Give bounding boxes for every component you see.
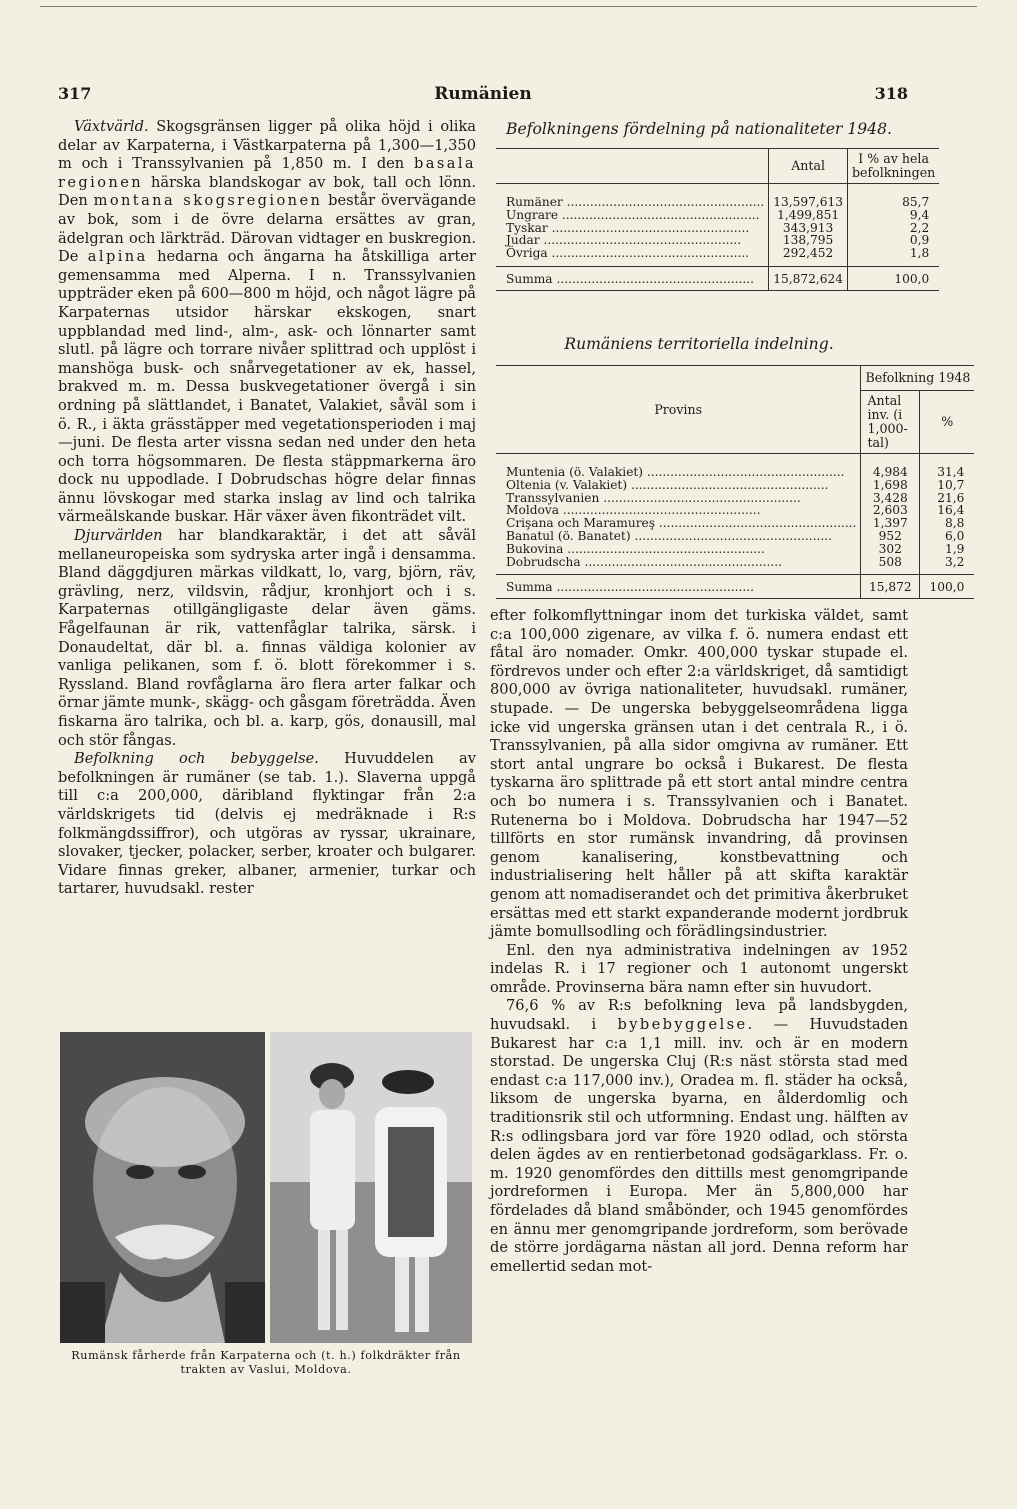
left-column [58, 118, 476, 899]
photo-shepherd-portrait [60, 1032, 265, 1343]
table-row: Judar ..... 138,795 0,9 [496, 234, 939, 247]
section-heading: Befolkning och bebyggelse. [74, 750, 319, 768]
page-header [58, 84, 908, 114]
col-header-provins: Provins [496, 366, 861, 454]
table-row: Ungrare ..... 1,499,851 9,4 [496, 209, 939, 222]
spaced-term: basala regionen [58, 155, 476, 191]
col-header-antal: Antal [769, 149, 848, 184]
table-row: Banatul (ö. Banatet) ..... 952 6,0 [496, 530, 974, 543]
right-column [490, 607, 908, 1276]
col-header-pct: % [920, 391, 975, 454]
spaced-term: bybebyggelse [617, 1016, 748, 1034]
photo-caption: Rumänsk fårherde från Karpaterna och (t. h.) folkdräkter från trakten av Vaslui, Moldova. [71, 1349, 461, 1376]
photo-folk-costumes [270, 1032, 472, 1343]
photo-group [60, 1032, 472, 1343]
section-heading: Djurvärlden [74, 527, 163, 545]
nationality-table [496, 148, 939, 291]
table-row: Rumäner ..... 13,597,613 85,7 [496, 196, 939, 209]
paragraph-befolkning: Befolkning och bebyggelse. Huvuddelen av befolkningen är rumäner (se tab. 1.). Slaverna uppgå till c:a 200,000, däribland flyktingar från 2:a världskrigets tid (delvis ej medräknade i R:s folkmängdssiffror), och utgöras av ryssar, ukrainare, slovaker, tjecker, polacker, serber, kroater och bulgarer. Vidare finnas greker, albaner, armenier, turkar och tartarer, huvudsakl. rester [58, 750, 476, 898]
table-row: Moldova ..... 2,603 16,4 [496, 504, 974, 517]
section-heading: Växtvärld. [74, 118, 149, 135]
col-header-antal-inv: Antal inv. (i 1,000-tal) [861, 391, 920, 454]
col-header-befolkning: Befolkning 1948 [861, 366, 974, 391]
table-row: Dobrudscha ..... 508 3,2 [496, 556, 974, 575]
table-row: Oltenia (v. Valakiet) ..... 1,698 10,7 [496, 479, 974, 492]
page-top-rule [40, 6, 977, 7]
spaced-term: alpina [87, 248, 148, 266]
running-title: Rumänien [434, 84, 532, 104]
shepherd-photo-drawing [60, 1032, 265, 1343]
provinces-table [496, 365, 974, 599]
table-row: Tyskar ..... 343,913 2,2 [496, 222, 939, 235]
table-row: Övriga ..... 292,452 1,8 [496, 247, 939, 266]
paragraph-indelning: Enl. den nya administrativa indelningen av 1952 indelas R. i 17 regioner och 1 autonomt ungerskt område. Provinserna bära namn efter sin huvudort. [490, 941, 908, 996]
page-number-right: 318 [874, 84, 908, 103]
paragraph-nationaliteter: efter folkomflyttningar inom det turkiska väldet, samt c:a 100,000 zigenare, av vilka f. ö. numera endast ett fåtal äro nomader. Omkr. 400,000 tyskar stupade el. fördrevos under och efter 2:a världskriget, då samtidigt 800,000 av övriga nationaliteter, huvudsakl. rumäner, stupade. — De ungerska bebyggelseområdena ligga icke vid ungerska gränsen utan i det centrala R., i ö. Transsylvanien, på alla sidor omgivna av rumäner. Ett stort antal ungrare bo också i Bukarest. De flesta tyskarna äro splittrade på ett stort antal mindre centra och bo numera i s. Transsylvanien och i Banatet. Rutenerna bo i Moldova. Dobrudscha har 1947—52 tillförts en stor rumänsk invandring, då provinsen genom kanalisering, konstbevattning och industrialisering helt håller på att skifta karaktär genom att nomadiserandet och det primitiva åkerbruket ersättas med ett starkt expanderande modernt jordbruk jämte bomullsodling och förädlingsindustrier. [490, 607, 908, 941]
paragraph-djurvarlden: Djurvärlden har blandkaraktär, i det att såväl mellaneuropeiska som sydryska arter ingå i densamma. Bland däggdjuren märkas vildkatt, lo, varg, björn, räv, grävling, nerz, vildsvin, rådjur, kronhjort och i s. Karpaternas otillgängligaste delar även gäms. Fågelfaunan är rik, vattenfåglar talrika, särsk. i Donaudeltat, där bl. a. finnas väldiga kolonier av vanliga pelikanen, som f. ö. blott förekommer i s. Ryssland. Bland rovfåglarna äro flera arter falkar och örnar jämte munk-, skägg- och gåsgam företrädda. Även fiskarna äro talrika, och bl. a. karp, gös, donausill, mal och stör fångas. [58, 527, 476, 749]
table-row: Bukovina ..... 302 1,9 [496, 543, 974, 556]
table2-title: Rumäniens territoriella indelning. [564, 335, 834, 353]
spaced-term: montana skogsregionen [93, 192, 323, 210]
paragraph-vaxtvarld: Växtvärld. Skogsgränsen ligger på olika höjd i olika delar av Karpaterna, i Västkarpaterna på 1,300—1,350 m och i Transsylvanien på 1,850 m. I den basala regionen härska blandskogar av bok, tall och lönn. Den montana skogsregionen består övervägande av bok, som i de övre delarna ersättes av gran, ädelgran och lärkträd. Därovan vidtager en buskregion. De alpina hedarna och ängarna ha åtskilliga arter gemensamma med Alperna. I n. Transsylvanien uppträder eken på 600—800 m höjd, och något lägre på Karpaternas utsidor härskar ekskogen, snart uppblandad med lind-, alm-, ask- och lönnarter samt slutl. på lägre och torrare nivåer splittrad och upplöst i manshöga busk- och snårvegetationer av ek, hassel, brakved m. m. Dessa buskvegetationer övergå i sin ordning på slättlandet, i Banatet, Valakiet, såväl som i ö. R., i äkta grässtäpper med vegetationsperioden i maj—juni. De flesta arter vissna sedan ned under den heta och torra högsommaren. De flesta stäppmarkerna äro dock nu uppodlade. I Dobrudschas högre delar finnas ännu lövskogar med starka inslag av lind och talrika värmeälskande buskar. Här växer även fikonträdet vilt. [58, 118, 476, 526]
table-sum-row: Summa ..... 15,872 100,0 [496, 575, 974, 599]
paragraph-bebyggelse: 76,6 % av R:s befolkning leva på landsbygden, huvudsakl. i bybebyggelse. — Huvudstaden Bukarest har c:a 1,1 mill. inv. och är en modern storstad. De ungerska Cluj (R:s näst största stad med endast c:a 117,000 inv.), Oradea m. fl. städer ha också, liksom de ungerska byarna, en ålderdomlig och traditionsrik stil och utformning. Endast ung. hälften av R:s odlingsbara jord var före 1920 odlad, och största delen ägdes av en rentierbetonad godsägarklass. Fr. o. m. 1920 genomfördes den dittills mest genomgripande jordreformen i Europa. Mer än 5,800,000 har fördelades då bland småbönder, och 1945 genomfördes en ännu mer genomgripande jordreform, som berövade de större jordägarna nästan all jord. Denna reform har emellertid sedan mot- [490, 997, 908, 1275]
page-number-left: 317 [58, 84, 92, 103]
table-row: Crişana och Maramureş ..... 1,397 8,8 [496, 517, 974, 530]
table-sum-row: Summa ..... 15,872,624 100,0 [496, 266, 939, 290]
table-row: Muntenia (ö. Valakiet) ..... 4,984 31,4 [496, 466, 974, 479]
col-header-pct: I % av hela befolkningen [847, 149, 939, 184]
table1-title: Befolkningens fördelning på nationaliteter 1948. [506, 120, 892, 138]
table-row: Transsylvanien ..... 3,428 21,6 [496, 492, 974, 505]
folk-costume-photo-drawing [270, 1032, 472, 1343]
